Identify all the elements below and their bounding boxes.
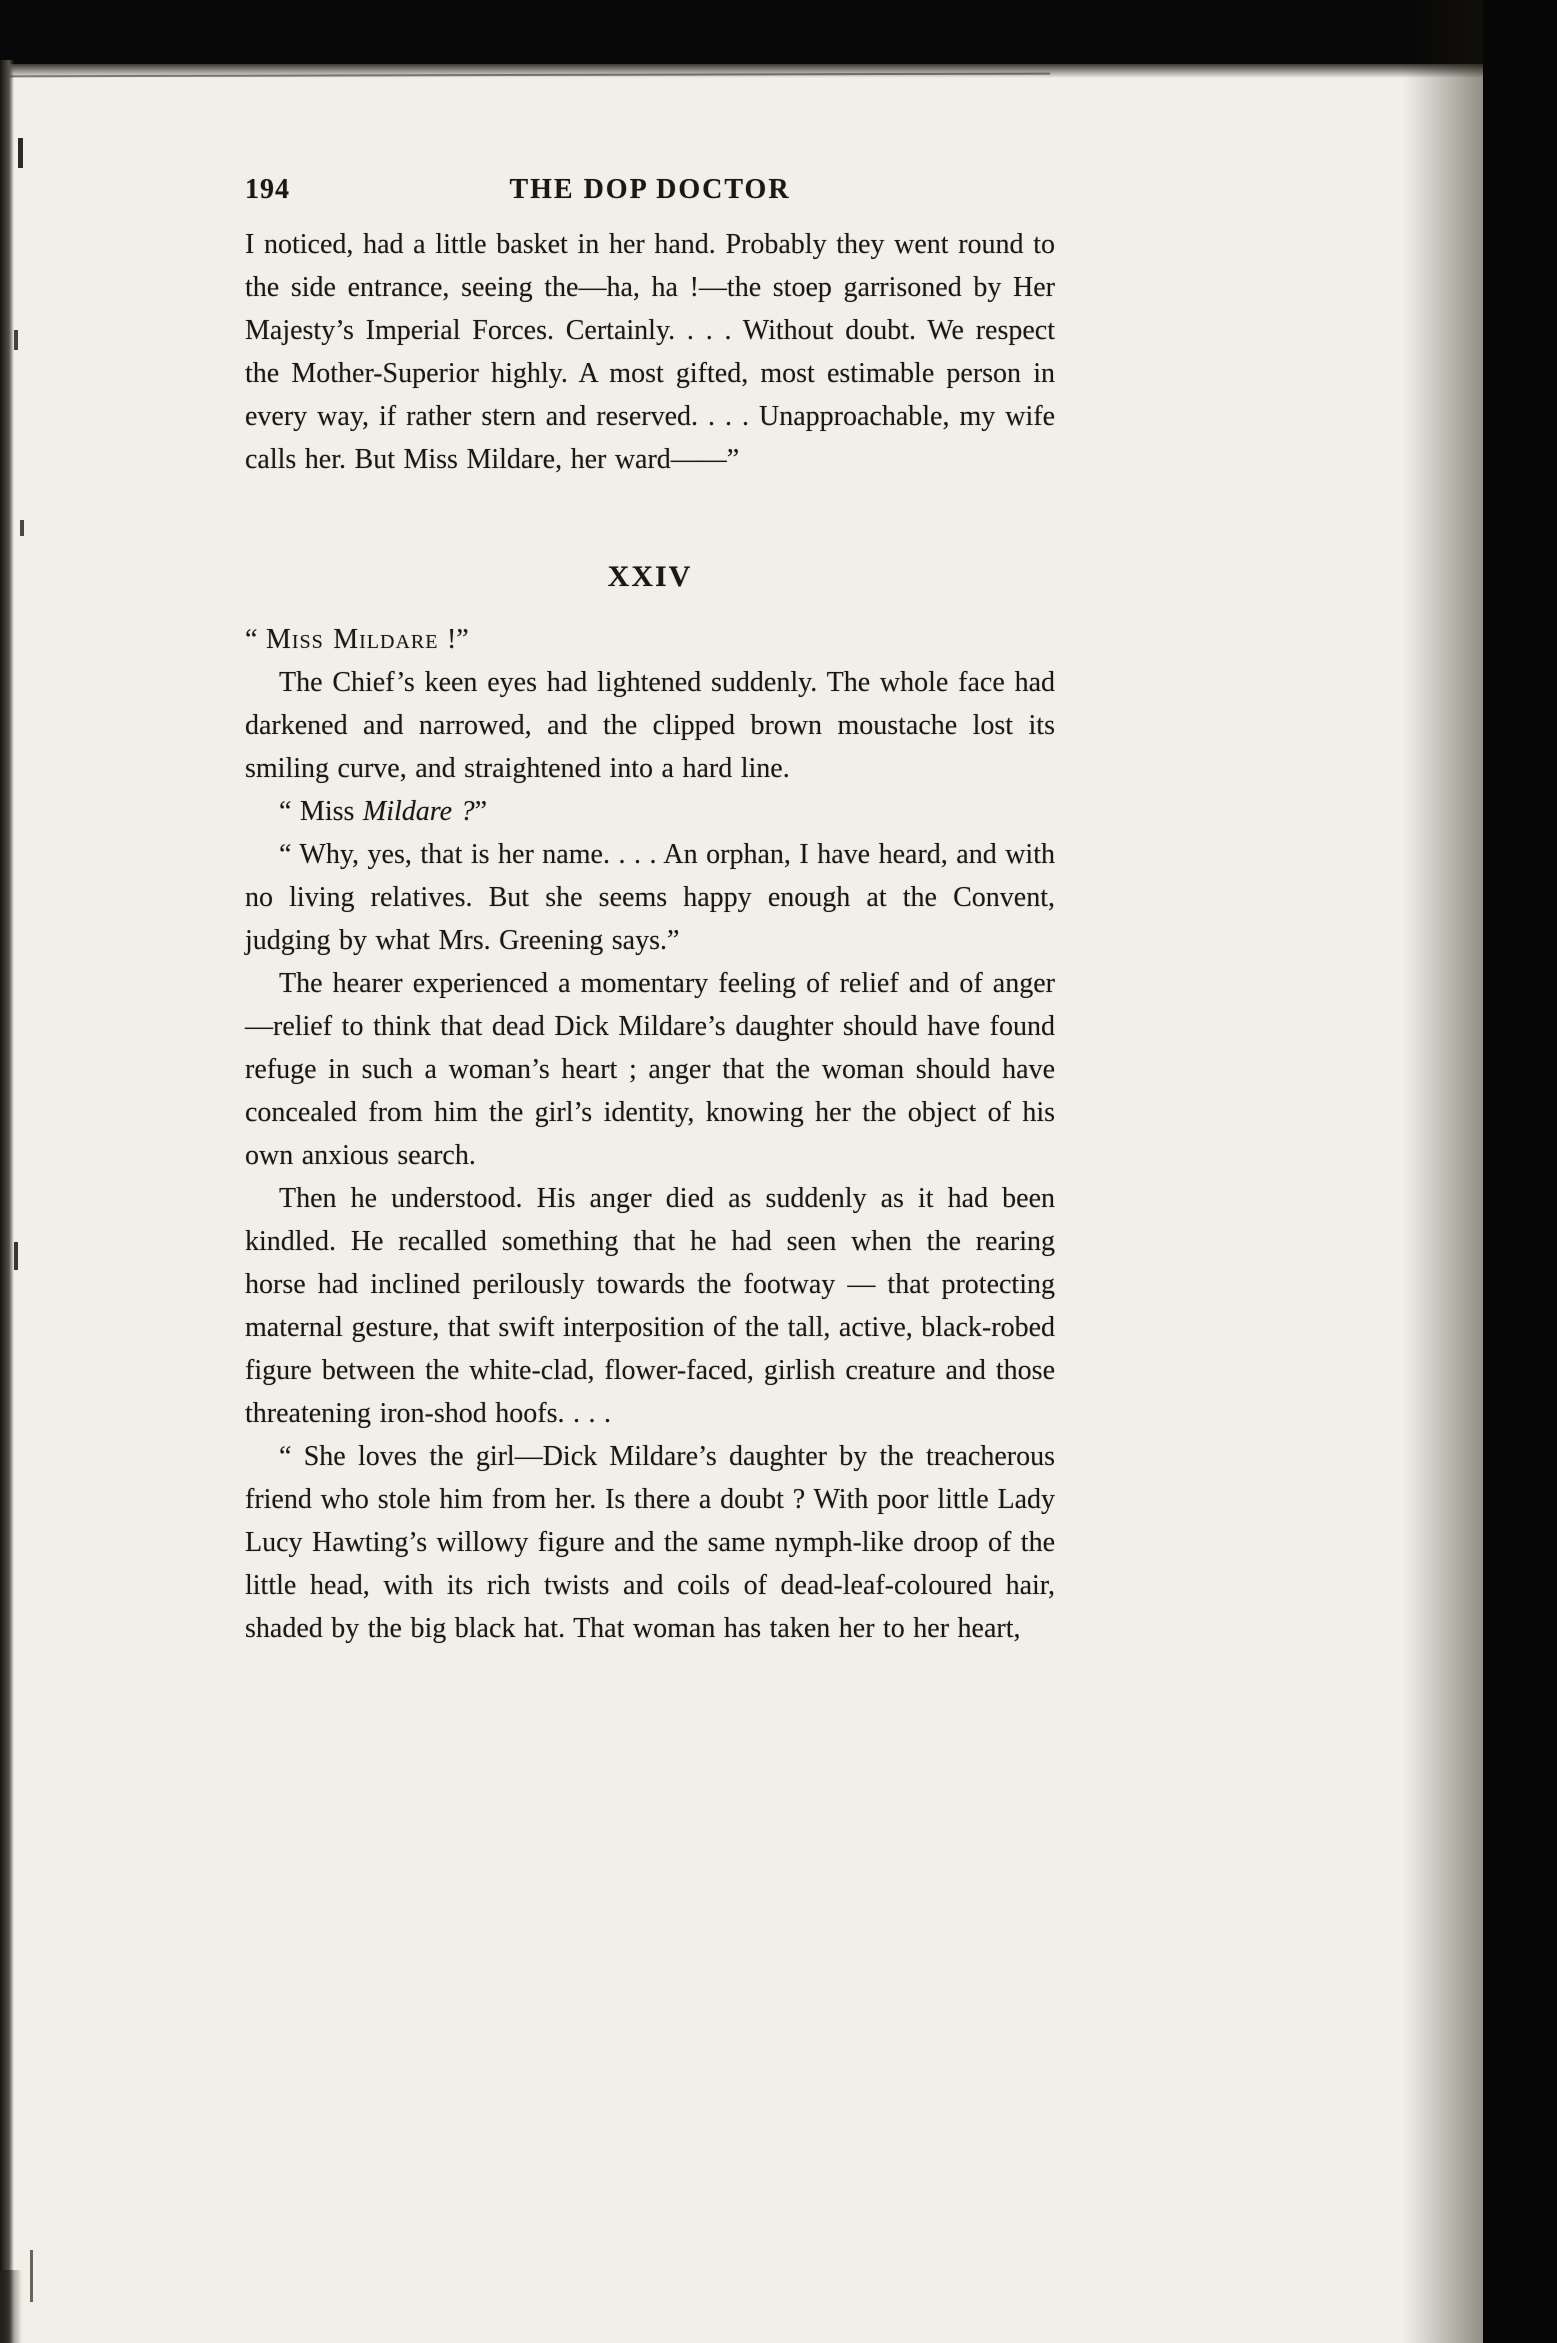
italic-name: Mildare ?: [362, 796, 475, 827]
paragraph-dialogue-italic: [245, 790, 1055, 833]
paragraph-then-he-understood: Then he understood. His anger died as suddenly as it had been kindled. He recalled something that he had seen when the rearing horse had inclined perilously towards the footway — that protecting maternal gesture, that swift interposition of the tall, active, black-robed figure between the white-clad, flower-faced, girlish creature and those threatening iron-shod hoofs. . . .: [245, 1183, 1055, 1429]
scan-corner-smudge: [0, 2270, 22, 2343]
scan-speck: [20, 520, 24, 536]
quote-open: “ Miss: [279, 796, 363, 827]
scan-speck: [14, 1242, 18, 1270]
scan-speck: [18, 138, 23, 168]
paragraph-dialogue-smallcaps: [245, 618, 1055, 661]
paragraph-she-loves: “ She loves the girl—Dick Mildare’s daughter by the treacherous friend who stole him from her. Is there a doubt ? With poor little Lady Lucy Hawting’s willowy figure and the same nymph-like droop of the little head, with its rich twists and coils of dead-leaf-coloured hair, shaded by the big black hat. That woman has taken her to her heart,: [245, 1441, 1055, 1644]
paragraph-why-yes: “ Why, yes, that is her name. . . . An orphan, I have heard, and with no living relatives. But she seems happy enough at the Convent, judging by what Mrs. Greening says.”: [245, 839, 1055, 956]
scan-shadow-right: [1403, 0, 1483, 2343]
quote-close: ”: [474, 796, 488, 827]
page-header: [245, 168, 1055, 211]
page-number: 194: [245, 174, 290, 205]
scan-border-left: [0, 60, 14, 2343]
paragraph-chiefs-eyes: The Chief’s keen eyes had lightened suddenly. The whole face had darkened and narrowed, and the clipped brown moustache lost its smiling curve, and straightened into a hard line.: [245, 667, 1055, 784]
scan-speck: [14, 330, 18, 350]
scan-border-right: [1483, 0, 1557, 2343]
running-title: THE DOP DOCTOR: [509, 174, 791, 205]
scan-border-top: [0, 0, 1557, 64]
paragraph-hearer: The hearer experienced a momentary feeling of relief and of anger—relief to think that dead Dick Mildare’s daughter should have found refuge in such a woman’s heart ; anger that the woman should have concealed from him the girl’s identity, knowing her the object of his own anxious search.: [245, 968, 1055, 1171]
small-caps-name: Miss Mildare: [265, 624, 439, 655]
quote-close: !”: [438, 624, 469, 655]
quote-open: “: [245, 624, 266, 655]
page-text-block: [245, 168, 1055, 1650]
chapter-heading: XXIV: [607, 560, 693, 593]
scan-speck: [30, 2250, 33, 2302]
paragraph-continuation: I noticed, had a little basket in her hand. Probably they went round to the side entrance, seeing the—ha, ha !—the stoep garrisoned by Her Majesty’s Imperial Forces. Certainly. . . . Without doubt. We respect the Mother-Superior highly. A most gifted, most estimable person in every way, if rather stern and reserved. . . . Unapproachable, my wife calls her. But Miss Mildare, her ward——”: [245, 229, 1055, 475]
